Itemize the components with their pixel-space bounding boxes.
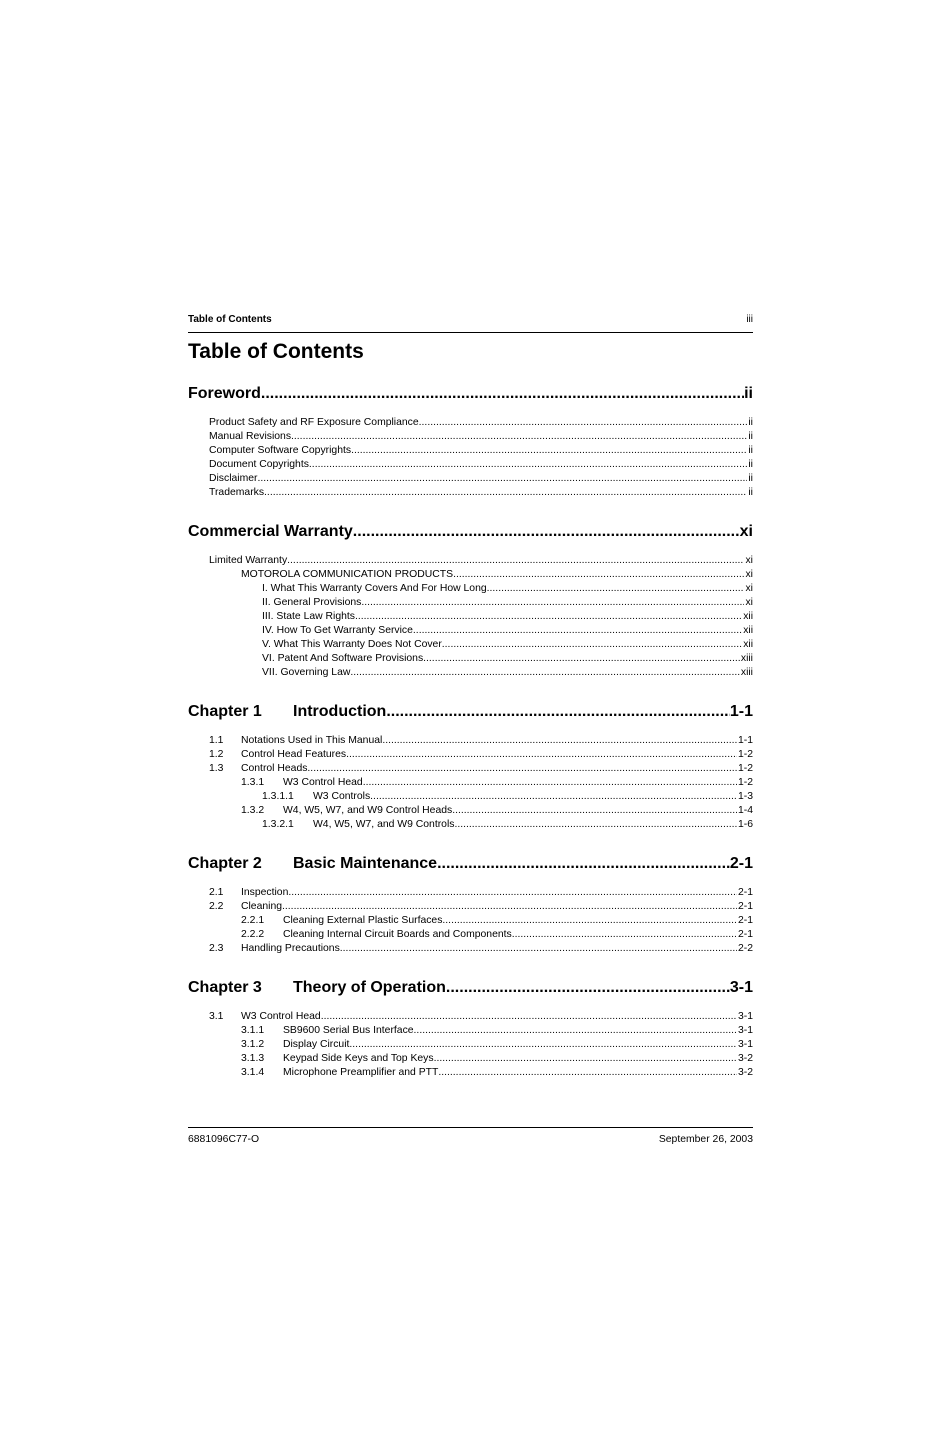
leader-dots: [291, 431, 747, 442]
leader-dots: [386, 703, 730, 721]
section-title: Foreword: [188, 385, 261, 402]
toc-section-heading[interactable]: [188, 979, 753, 997]
toc-entry[interactable]: [188, 805, 753, 819]
entry-title: MOTOROLA COMMUNICATION PRODUCTS: [241, 569, 454, 580]
leader-dots: [350, 667, 740, 678]
entry-page-number: xi: [745, 555, 753, 566]
entry-page-number: 3-2: [737, 1067, 753, 1078]
toc-page: [188, 314, 753, 1081]
running-header: [188, 314, 753, 333]
section-page-number: 1-1: [729, 703, 753, 720]
toc-entry[interactable]: [188, 915, 753, 929]
entry-page-number: 3-1: [737, 1039, 753, 1050]
section-page-number: xi: [739, 523, 753, 540]
toc-entry[interactable]: [188, 473, 753, 487]
entry-number: 1.3.1: [241, 777, 265, 788]
section-title: Theory of Operation: [293, 979, 446, 996]
entry-page-number: 3-1: [737, 1011, 753, 1022]
leader-dots: [434, 1053, 737, 1064]
toc-entry[interactable]: [188, 1011, 753, 1025]
leader-dots: [353, 523, 740, 541]
toc-list: [188, 385, 753, 1081]
entry-title: II. General Provisions: [262, 597, 362, 608]
entry-page-number: ii: [748, 487, 753, 498]
toc-entry[interactable]: [188, 653, 753, 667]
toc-entry[interactable]: [188, 791, 753, 805]
toc-entry[interactable]: [188, 417, 753, 431]
toc-entries: [188, 417, 753, 501]
chapter-number: Chapter 3: [188, 979, 262, 996]
entry-title: Disclaimer: [209, 473, 258, 484]
entry-page-number: 1-4: [737, 805, 753, 816]
leader-dots: [355, 611, 742, 622]
leader-dots: [282, 901, 737, 912]
entry-title: Microphone Preamplifier and PTT: [283, 1067, 439, 1078]
entry-title: VI. Patent And Software Provisions: [262, 653, 424, 664]
running-footer: [188, 1127, 753, 1145]
toc-entry[interactable]: [188, 1025, 753, 1039]
entry-title: W4, W5, W7, and W9 Controls: [313, 819, 455, 830]
entry-number: 1.3.2.1: [262, 819, 294, 830]
toc-entry[interactable]: [188, 777, 753, 791]
entry-page-number: 1-3: [737, 791, 753, 802]
entry-page-number: ii: [748, 459, 753, 470]
toc-entries: [188, 735, 753, 833]
entry-page-number: 1-2: [737, 777, 753, 788]
header-page-number: iii: [746, 314, 753, 325]
toc-entry[interactable]: [188, 611, 753, 625]
entry-number: 1.3.1.1: [262, 791, 294, 802]
entry-title: VII. Governing Law: [262, 667, 351, 678]
toc-entry[interactable]: [188, 583, 753, 597]
entry-title: Inspection: [241, 887, 289, 898]
toc-entry[interactable]: [188, 431, 753, 445]
toc-section: [188, 523, 753, 681]
leader-dots: [309, 459, 747, 470]
entry-number: 2.1: [209, 887, 224, 898]
entry-title: Document Copyrights: [209, 459, 309, 470]
toc-entry[interactable]: [188, 887, 753, 901]
entry-number: 3.1.4: [241, 1067, 265, 1078]
leader-dots: [258, 473, 748, 484]
toc-entry[interactable]: [188, 487, 753, 501]
entry-title: Cleaning External Plastic Surfaces: [283, 915, 443, 926]
leader-dots: [382, 735, 737, 746]
entry-title: Cleaning: [241, 901, 283, 912]
entry-title: Manual Revisions: [209, 431, 292, 442]
toc-entry[interactable]: [188, 819, 753, 833]
section-page-number: ii: [744, 385, 753, 402]
entry-number: 3.1.2: [241, 1039, 265, 1050]
entry-title: V. What This Warranty Does Not Cover: [262, 639, 442, 650]
toc-section: [188, 855, 753, 957]
toc-section-heading[interactable]: [188, 523, 753, 541]
toc-entries: [188, 1011, 753, 1081]
leader-dots: [370, 791, 737, 802]
entry-number: 2.2: [209, 901, 224, 912]
leader-dots: [487, 583, 745, 594]
toc-entry[interactable]: [188, 445, 753, 459]
toc-entry[interactable]: [188, 1039, 753, 1053]
toc-entries: [188, 887, 753, 957]
entry-page-number: 3-1: [737, 1025, 753, 1036]
entry-title: III. State Law Rights: [262, 611, 355, 622]
entry-number: 2.2.1: [241, 915, 265, 926]
toc-section: [188, 703, 753, 833]
chapter-number: Chapter 2: [188, 855, 262, 872]
toc-entry[interactable]: [188, 1067, 753, 1081]
section-page-number: 2-1: [729, 855, 753, 872]
toc-section-heading[interactable]: [188, 703, 753, 721]
leader-dots: [264, 487, 747, 498]
leader-dots: [351, 445, 747, 456]
footer-doc-number: 6881096C77-O: [188, 1134, 260, 1145]
entry-page-number: 1-2: [737, 763, 753, 774]
entry-page-number: 1-1: [737, 735, 753, 746]
entry-page-number: 1-2: [737, 749, 753, 760]
leader-dots: [340, 943, 737, 954]
entry-title: Trademarks: [209, 487, 265, 498]
leader-dots: [349, 1039, 737, 1050]
leader-dots: [361, 597, 744, 608]
entry-page-number: 2-1: [737, 887, 753, 898]
leader-dots: [419, 417, 748, 428]
entry-page-number: 1-6: [737, 819, 753, 830]
leader-dots: [414, 1025, 737, 1036]
entry-page-number: xii: [743, 625, 753, 636]
leader-dots: [442, 639, 742, 650]
entry-title: Control Heads: [241, 763, 308, 774]
entry-page-number: 2-1: [737, 915, 753, 926]
footer-date: September 26, 2003: [658, 1134, 753, 1145]
entry-number: 3.1.1: [241, 1025, 265, 1036]
toc-entry[interactable]: [188, 943, 753, 957]
section-title: Commercial Warranty: [188, 523, 353, 540]
entry-page-number: ii: [748, 473, 753, 484]
section-title: Introduction: [293, 703, 387, 720]
entry-title: Handling Precautions: [241, 943, 340, 954]
toc-entry[interactable]: [188, 667, 753, 681]
leader-dots: [438, 1067, 737, 1078]
toc-entry[interactable]: [188, 459, 753, 473]
toc-entry[interactable]: [188, 597, 753, 611]
entry-title: W3 Control Head: [283, 777, 363, 788]
header-title: Table of Contents: [188, 314, 272, 325]
leader-dots: [288, 887, 737, 898]
toc-entry[interactable]: [188, 749, 753, 763]
entry-page-number: 2-1: [737, 929, 753, 940]
entry-title: SB9600 Serial Bus Interface: [283, 1025, 414, 1036]
leader-dots: [346, 749, 737, 760]
entry-title: Computer Software Copyrights: [209, 445, 352, 456]
leader-dots: [512, 929, 737, 940]
entry-title: IV. How To Get Warranty Service: [262, 625, 413, 636]
entry-page-number: xii: [743, 611, 753, 622]
entry-page-number: xi: [745, 583, 753, 594]
toc-section: [188, 979, 753, 1081]
leader-dots: [307, 763, 737, 774]
leader-dots: [363, 777, 737, 788]
entry-title: I. What This Warranty Covers And For How Long: [262, 583, 487, 594]
entry-title: Notations Used in This Manual: [241, 735, 383, 746]
leader-dots: [437, 855, 730, 873]
entry-page-number: ii: [748, 417, 753, 428]
entry-title: W3 Control Head: [241, 1011, 321, 1022]
toc-section: [188, 385, 753, 501]
entry-page-number: 3-2: [737, 1053, 753, 1064]
entry-page-number: ii: [748, 445, 753, 456]
entry-page-number: 2-1: [737, 901, 753, 912]
toc-entry[interactable]: [188, 555, 753, 569]
entry-number: 1.3: [209, 763, 224, 774]
leader-dots: [413, 625, 742, 636]
entry-number: 2.3: [209, 943, 224, 954]
entry-title: W4, W5, W7, and W9 Control Heads: [283, 805, 453, 816]
leader-dots: [452, 805, 737, 816]
entry-page-number: xi: [745, 569, 753, 580]
section-title: Basic Maintenance: [293, 855, 438, 872]
toc-entry[interactable]: [188, 639, 753, 653]
entry-page-number: 2-2: [737, 943, 753, 954]
leader-dots: [261, 385, 744, 403]
section-page-number: 3-1: [729, 979, 753, 996]
leader-dots: [442, 915, 737, 926]
toc-entry[interactable]: [188, 901, 753, 915]
entry-number: 1.3.2: [241, 805, 265, 816]
entry-title: Display Circuit: [283, 1039, 350, 1050]
toc-entry[interactable]: [188, 763, 753, 777]
entry-number: 1.2: [209, 749, 224, 760]
toc-entry[interactable]: [188, 569, 753, 583]
leader-dots: [453, 569, 744, 580]
entry-page-number: xiii: [740, 653, 753, 664]
entry-page-number: xii: [743, 639, 753, 650]
entry-title: Product Safety and RF Exposure Compliance: [209, 417, 419, 428]
chapter-number: Chapter 1: [188, 703, 262, 720]
entry-page-number: xi: [745, 597, 753, 608]
toc-entry[interactable]: [188, 1053, 753, 1067]
toc-section-heading[interactable]: [188, 855, 753, 873]
toc-entries: [188, 555, 753, 681]
toc-entry[interactable]: [188, 735, 753, 749]
entry-title: Cleaning Internal Circuit Boards and Components: [283, 929, 512, 940]
leader-dots: [287, 555, 744, 566]
leader-dots: [454, 819, 737, 830]
toc-section-heading[interactable]: [188, 385, 753, 403]
entry-title: Limited Warranty: [209, 555, 288, 566]
leader-dots: [321, 1011, 737, 1022]
entry-number: 3.1.3: [241, 1053, 265, 1064]
entry-title: W3 Controls: [313, 791, 371, 802]
entry-number: 1.1: [209, 735, 224, 746]
entry-number: 2.2.2: [241, 929, 265, 940]
entry-title: Control Head Features: [241, 749, 347, 760]
entry-title: Keypad Side Keys and Top Keys: [283, 1053, 434, 1064]
toc-entry[interactable]: [188, 625, 753, 639]
leader-dots: [423, 653, 740, 664]
toc-entry[interactable]: [188, 929, 753, 943]
entry-number: 3.1: [209, 1011, 224, 1022]
page-title: Table of Contents: [188, 340, 364, 363]
entry-page-number: ii: [748, 431, 753, 442]
entry-page-number: xiii: [740, 667, 753, 678]
leader-dots: [446, 979, 730, 997]
